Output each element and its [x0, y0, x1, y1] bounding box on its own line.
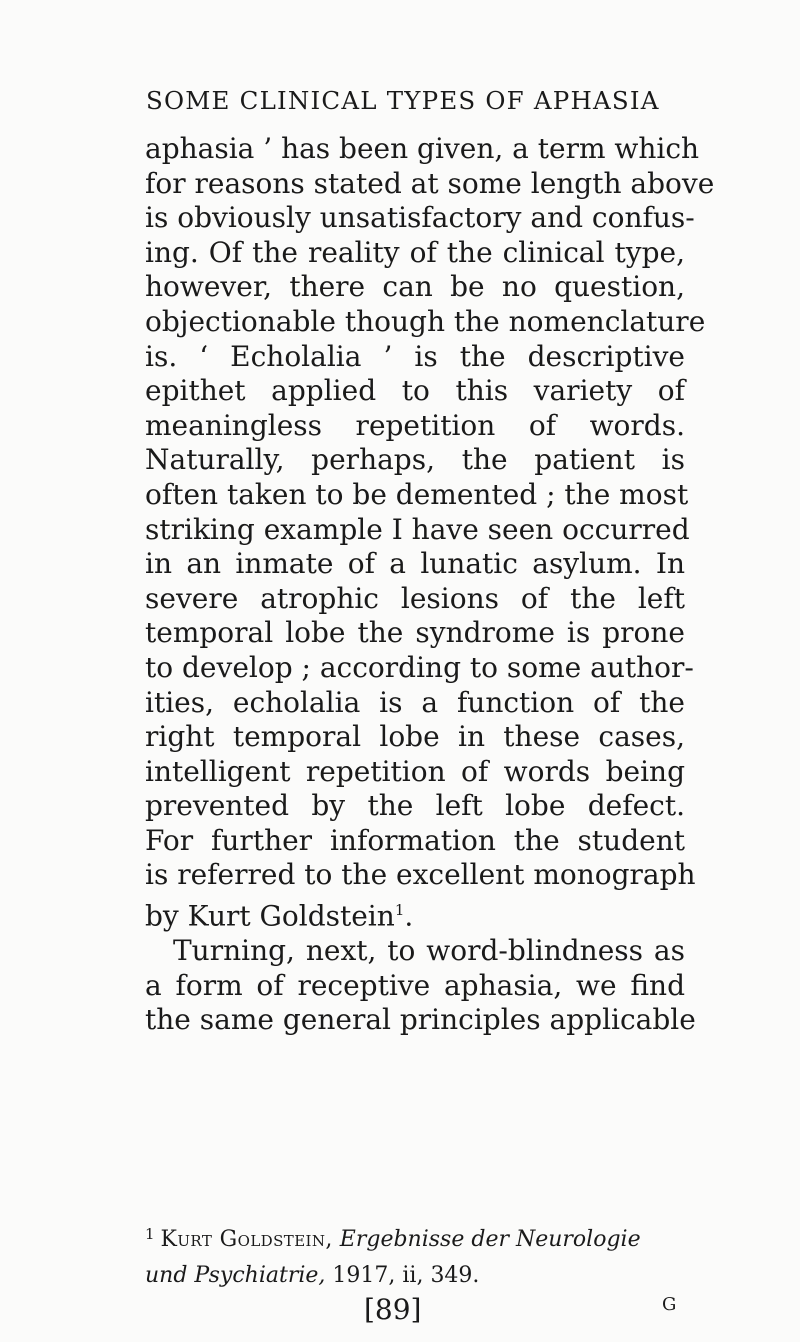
text-line: epithet applied to this variety of: [145, 374, 685, 408]
text-line: intelligent repetition of words being: [145, 754, 685, 788]
text-line: in an inmate of a lunatic asylum. In: [145, 547, 685, 581]
footnote-marker: 1: [145, 1225, 155, 1243]
footnote-citation: 1917, ii, 349.: [332, 1263, 480, 1288]
text-line: a form of receptive aphasia, we find: [145, 968, 685, 1002]
footnote-line: [145, 1216, 700, 1258]
text-line: For further information the student: [145, 823, 685, 857]
body-text: [145, 132, 715, 1038]
paragraph-start-line: Turning, next, to word-blindness as: [173, 933, 685, 967]
footnote: [145, 1216, 700, 1294]
text-line: temporal lobe the syndrome is prone: [145, 616, 685, 650]
text-line: is referred to the excellent monograph: [145, 858, 696, 892]
footnote-line: [145, 1258, 700, 1294]
footnote-title: Ergebnisse der Neurologie: [339, 1227, 641, 1252]
footnote-title-cont: und Psychiatrie,: [145, 1263, 326, 1288]
text-line: often taken to be demented ; the most: [145, 477, 689, 511]
period: .: [404, 899, 414, 933]
signature-mark: G: [662, 1294, 677, 1315]
text-line: aphasia ’ has been given, a term which: [145, 132, 700, 165]
footnote-author: Kurt Goldstein,: [160, 1227, 333, 1252]
text-line: meaningless repetition of words.: [145, 408, 685, 442]
text-line: ing. Of the reality of the clinical type,: [145, 235, 685, 269]
running-head: SOME CLINICAL TYPES OF APHASIA: [146, 86, 660, 115]
text-fragment: by Kurt Goldstein: [145, 899, 395, 933]
text-line: Naturally, perhaps, the patient is: [145, 443, 685, 477]
text-line: for reasons stated at some length above: [145, 166, 715, 200]
page-number: [89]: [364, 1293, 422, 1326]
text-line-with-footnote-ref: [145, 893, 685, 934]
text-line: is obviously unsatisfactory and confus-: [145, 201, 695, 235]
text-line: is. ‘ Echolalia ’ is the descriptive: [145, 339, 685, 373]
text-line: striking example I have seen occurred: [145, 512, 690, 546]
text-line: to develop ; according to some author-: [145, 650, 694, 684]
text-line: however, there can be no question,: [145, 270, 685, 304]
footnote-reference[interactable]: 1: [394, 901, 405, 920]
text-line: right temporal lobe in these cases,: [145, 720, 685, 754]
text-line: objectionable though the nomenclature: [145, 304, 706, 338]
text-line: prevented by the left lobe defect.: [145, 789, 685, 823]
text-line: severe atrophic lesions of the left: [145, 581, 685, 615]
text-line: the same general principles applicable: [145, 1003, 696, 1037]
text-line: ities, echolalia is a function of the: [145, 685, 685, 719]
